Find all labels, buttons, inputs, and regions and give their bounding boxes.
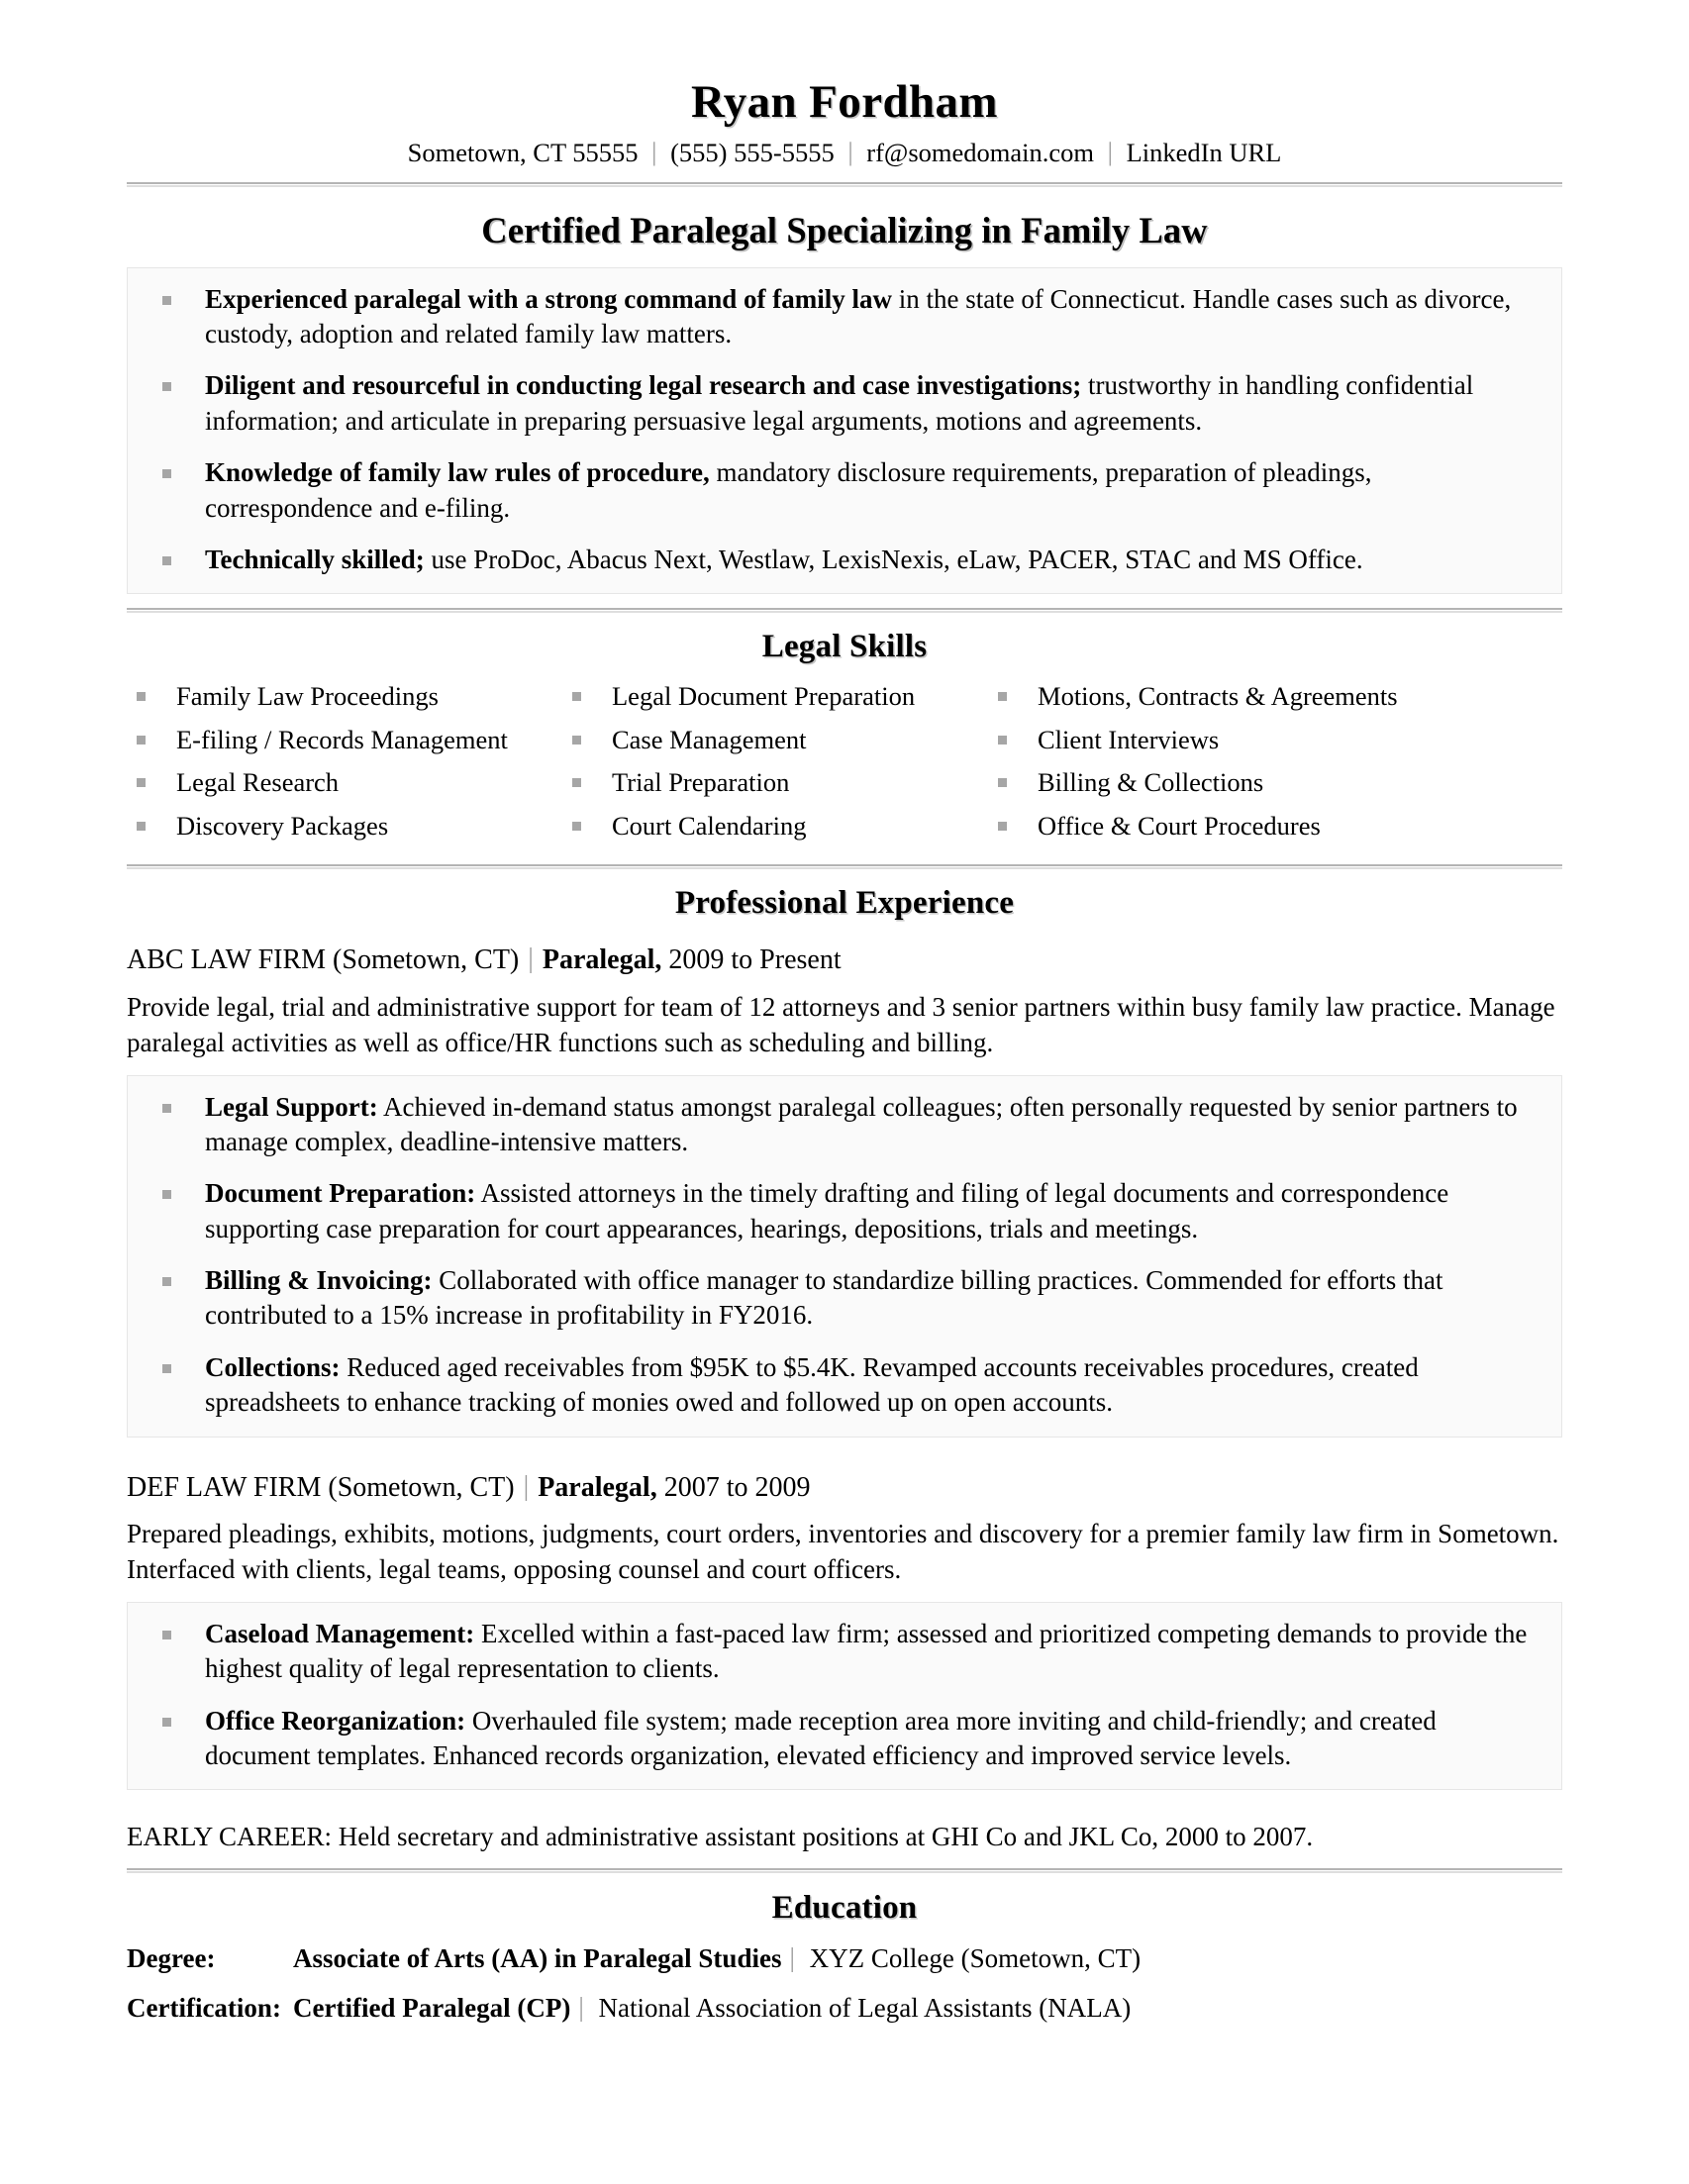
education-value-rest: XYZ College (Sometown, CT): [802, 1943, 1142, 1974]
bullet-square-icon: [162, 556, 171, 565]
skill-item: [133, 724, 568, 754]
job-header-def: [127, 1471, 1562, 1505]
skill-label: Motions, Contracts & Agreements: [1038, 681, 1398, 712]
bullet-square-icon: [998, 692, 1007, 701]
job-title: Paralegal,: [542, 944, 662, 976]
contact-location: Sometown, CT 55555: [407, 137, 639, 167]
bullet-square-icon: [162, 1364, 171, 1373]
skill-item: [133, 769, 568, 796]
summary-bullet: [153, 543, 1536, 577]
job-separator: |: [528, 943, 534, 975]
education-separator: |: [578, 1991, 584, 2022]
bullet-square-icon: [137, 778, 146, 787]
education-separator: |: [789, 1942, 795, 1973]
skill-label: Court Calendaring: [612, 810, 807, 841]
bullet-square-icon: [572, 736, 581, 745]
contact-separator-2: |: [847, 136, 853, 166]
contact-line: [127, 138, 1562, 168]
job-description: Provide legal, trial and administrative support for team of 12 attorneys and 3 senior partners within busy family law practice. Manage paralegal activities as well as office/HR functions such as scheduling and billing.: [127, 991, 1555, 1057]
education-row-certification: [127, 1991, 1562, 2025]
bullet-square-icon: [162, 1104, 171, 1113]
contact-linkedin[interactable]: LinkedIn URL: [1126, 137, 1282, 167]
summary-bullet-bold: Technically skilled;: [205, 544, 425, 574]
job-bullet-bold: Billing & Invoicing:: [205, 1265, 433, 1296]
summary-bullet-rest: in the state of Connecticut. Handle cases such as divorce, custody, adoption and related family law matters.: [205, 283, 1512, 349]
contact-separator-1: |: [651, 136, 657, 166]
divider-header: [127, 182, 1562, 187]
job-achievements-box-abc: [127, 1075, 1562, 1438]
skill-label: Billing & Collections: [1038, 767, 1264, 798]
job-dates: 2007 to 2009: [656, 1471, 811, 1503]
education-value-bold: Associate of Arts (AA) in Paralegal Studies: [293, 1943, 782, 1974]
divider-experience-top: [127, 864, 1562, 869]
skill-label: Discovery Packages: [176, 810, 389, 841]
skills-column-2: [568, 683, 994, 855]
contact-separator-3: |: [1107, 136, 1113, 166]
job-bullet-list: [153, 1090, 1536, 1421]
bullet-square-icon: [572, 692, 581, 701]
job-header-abc: [127, 943, 1562, 977]
summary-bullet-rest: mandatory disclosure requirements, preparation of pleadings, correspondence and e-filing.: [205, 457, 1372, 523]
skill-item: [568, 683, 994, 710]
skills-column-3: [994, 683, 1430, 855]
summary-bullet: [153, 282, 1536, 352]
skill-item: [568, 810, 994, 841]
bullet-square-icon: [162, 1718, 171, 1727]
skill-item: [133, 683, 568, 710]
bullet-square-icon: [998, 736, 1007, 745]
bullet-square-icon: [137, 736, 146, 745]
divider-education-top: [127, 1868, 1562, 1873]
job-company: DEF LAW FIRM (Sometown, CT): [127, 1471, 515, 1503]
job-bullet-rest: Assisted attorneys in the timely drafting and filing of legal documents and correspondence supporting case preparation for court appearances, hearings, depositions, trials and meetings.: [205, 1178, 1449, 1243]
bullet-square-icon: [137, 692, 146, 701]
skill-item: [994, 810, 1430, 841]
skill-label: Client Interviews: [1038, 724, 1220, 754]
bullet-square-icon: [162, 1190, 171, 1199]
job-bullet: [153, 1090, 1536, 1160]
summary-bullet: [153, 455, 1536, 526]
skill-label: Case Management: [612, 724, 807, 754]
summary-bullet-rest: trustworthy in handling confidential information; and articulate in preparing persuasive legal arguments, motions and agreements.: [205, 370, 1474, 436]
bullet-square-icon: [162, 1277, 171, 1286]
bullet-square-icon: [162, 469, 171, 478]
skill-label: Legal Research: [176, 767, 340, 798]
summary-box: [127, 267, 1562, 595]
job-bullet: [153, 1704, 1536, 1774]
divider-skills-top: [127, 608, 1562, 613]
bullet-square-icon: [162, 382, 171, 391]
job-bullet: [153, 1176, 1536, 1246]
skill-item: [994, 683, 1430, 710]
skill-label: Trial Preparation: [612, 767, 790, 798]
job-bullet-bold: Document Preparation:: [205, 1178, 476, 1209]
bullet-square-icon: [162, 296, 171, 305]
bullet-square-icon: [998, 822, 1007, 831]
job-bullet-rest: Achieved in-demand status amongst paralegal colleagues; often personally requested by senior partners to manage complex, deadline-intensive matters.: [205, 1091, 1518, 1157]
job-bullet-list: [153, 1617, 1536, 1773]
section-heading-education: Education: [771, 1890, 918, 1927]
job-bullet: [153, 1617, 1536, 1687]
job-dates: 2009 to Present: [661, 944, 842, 976]
skill-item: [994, 769, 1430, 796]
bullet-square-icon: [998, 778, 1007, 787]
education-value-rest: National Association of Legal Assistants (NALA): [591, 1992, 1132, 2023]
education-label: Degree:: [127, 1943, 216, 1974]
professional-headline: Certified Paralegal Specializing in Family Law: [481, 209, 1208, 250]
candidate-name: Ryan Fordham: [691, 76, 998, 128]
skill-label: Legal Document Preparation: [612, 681, 916, 712]
skill-item: [994, 724, 1430, 754]
job-bullet-rest: Collaborated with office manager to standardize billing practices. Commended for efforts that contributed to a 15% increase in profitability in FY2016.: [205, 1265, 1443, 1331]
skill-label: Family Law Proceedings: [176, 681, 439, 712]
skill-item: [133, 810, 568, 841]
job-bullet-bold: Caseload Management:: [205, 1618, 475, 1648]
bullet-square-icon: [137, 822, 146, 831]
job-description: Prepared pleadings, exhibits, motions, judgments, court orders, inventories and discovery for a premier family law firm in Sometown. Interfaced with clients, legal teams, opposing counsel and court officers.: [127, 1519, 1559, 1585]
skill-label: E-filing / Records Management: [176, 724, 508, 754]
bullet-square-icon: [572, 778, 581, 787]
bullet-square-icon: [572, 822, 581, 831]
job-bullet-rest: Overhauled file system; made reception area more inviting and child-friendly; and created document templates. Enhanced records organization, elevated efficiency and improved service levels.: [205, 1705, 1437, 1771]
job-company: ABC LAW FIRM (Sometown, CT): [127, 944, 520, 976]
skills-grid: [127, 683, 1562, 855]
job-bullet-bold: Collections:: [205, 1351, 341, 1382]
bullet-square-icon: [162, 1631, 171, 1639]
summary-bullet-rest: use ProDoc, Abacus Next, Westlaw, LexisNexis, eLaw, PACER, STAC and MS Office.: [424, 544, 1363, 574]
education-label: Certification:: [127, 1992, 281, 2023]
education-value: [293, 1941, 1141, 1975]
education-value-bold: Certified Paralegal (CP): [293, 1992, 571, 2023]
skill-item: [568, 769, 994, 796]
summary-bullet: [153, 368, 1536, 439]
job-title: Paralegal,: [538, 1471, 657, 1503]
summary-bullet-list: [153, 282, 1536, 578]
section-heading-skills: Legal Skills: [761, 629, 928, 665]
skill-label: Office & Court Procedures: [1038, 810, 1321, 841]
skills-column-1: [133, 683, 568, 855]
contact-phone: (555) 555-5555: [670, 137, 835, 167]
job-separator: |: [523, 1470, 530, 1502]
education-row-degree: [127, 1941, 1562, 1975]
job-bullet-bold: Legal Support:: [205, 1091, 378, 1122]
summary-bullet-bold: Diligent and resourceful in conducting legal research and case investigations;: [205, 370, 1082, 401]
job-bullet-rest: Reduced aged receivables from $95K to $5.4K. Revamped accounts receivables procedures, created spreadsheets to enhance tracking of monies owed and followed up on open accounts.: [205, 1351, 1419, 1418]
summary-bullet-bold: Experienced paralegal with a strong command of family law: [205, 283, 892, 314]
job-bullet: [153, 1263, 1536, 1334]
early-career-line: EARLY CAREER: Held secretary and administrative assistant positions at GHI Co and JKL Co, 2000 to 2007.: [127, 1822, 1314, 1852]
job-achievements-box-def: [127, 1602, 1562, 1790]
job-bullet-bold: Office Reorganization:: [205, 1705, 466, 1736]
education-value: [293, 1991, 1131, 2025]
job-bullet-rest: Excelled within a fast-paced law firm; assessed and prioritized competing demands to provide the highest quality of legal representation to clients.: [205, 1618, 1528, 1684]
summary-bullet-bold: Knowledge of family law rules of procedure,: [205, 457, 710, 488]
contact-email[interactable]: rf@somedomain.com: [866, 137, 1094, 167]
skill-item: [568, 724, 994, 754]
section-heading-experience: Professional Experience: [674, 885, 1015, 922]
job-bullet: [153, 1350, 1536, 1421]
